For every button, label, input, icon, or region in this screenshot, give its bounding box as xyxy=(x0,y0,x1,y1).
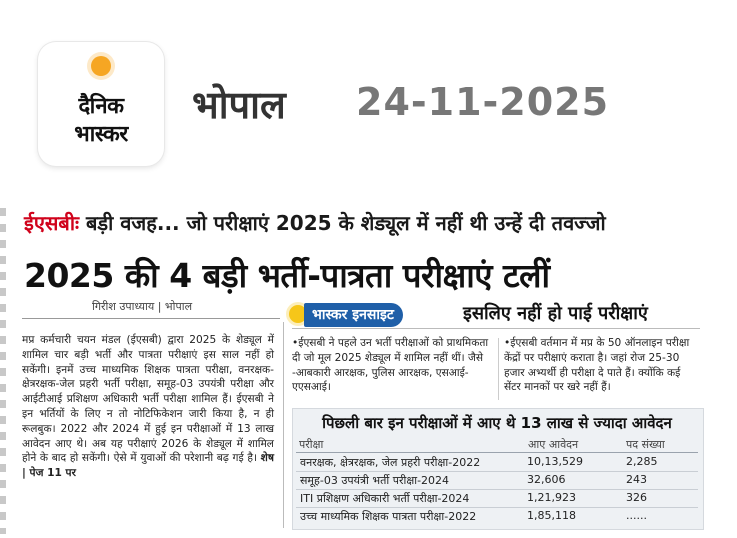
article-byline: गिरीश उपाध्याय | भोपाल xyxy=(92,300,193,313)
insight-column-divider xyxy=(498,338,499,400)
article-body xyxy=(22,333,274,481)
adjacent-column-edge xyxy=(0,208,6,534)
table-header-exam: परीक्षा xyxy=(299,438,324,451)
insight-divider xyxy=(292,328,700,329)
article-kicker xyxy=(24,209,606,236)
table-title: पिछली बार इन परीक्षाओं में आए थे 13 लाख से ज्यादा आवेदन xyxy=(322,414,672,432)
table-header-applications: आए आवेदन xyxy=(528,438,579,451)
insight-point: •ईएसबी वर्तमान में मप्र के 50 ऑनलाइन परीक्षा केंद्रों पर परीक्षाएं कराता है। जहां रोज 25-30 हजार अभ्यर्थी ही परीक्षा दे पाते हैं। क्योंकि कई सेंटर मानकों पर खरे नहीं हैं। xyxy=(504,337,690,394)
table-header-divider xyxy=(296,452,698,453)
article-headline: 2025 की 4 बड़ी भर्ती-पात्रता परीक्षाएं टलीं xyxy=(24,256,550,295)
cell-posts: 2,285 xyxy=(626,455,658,468)
sun-icon xyxy=(91,56,111,76)
cell-posts: ...... xyxy=(626,509,647,522)
article-body-text: मप्र कर्मचारी चयन मंडल (ईएसबी) द्वारा 2025 के शेड्यूल में शामिल चार बड़ी भर्ती और पात्रता परीक्षाएं इस साल नहीं हो सकेंगी। इनमें उच्च माध्यमिक शिक्षक पात्रता परीक्षा, वनरक्षक-क्षेत्ररक्षक-जेल प्रहरी भर्ती परीक्षा, समूह-03 उपयंत्री परीक्षा और आईटीआई प्रशिक्षण अधिकारी भर्ती परीक्षा शामिल हैं। ईएसबी ने इन भर्तियों के लिए न तो नोटिफिकेशन जारी किया है, न ही रूलबुक। 2022 और 2024 में हुई इन परीक्षाओं में 13 लाख आवेदन आए थे। अब यह परीक्षाएं 2026 के शेड्यूल में शामिल होने के बाद हो सकेंगी। ऐसे में युवाओं की परेशानी बढ़ गई है। xyxy=(22,334,274,465)
cell-applications: 32,606 xyxy=(527,473,566,486)
edition-city: भोपाल xyxy=(192,83,286,127)
cell-exam: वनरक्षक, क्षेत्ररक्षक, जेल प्रहरी परीक्षा-2022 xyxy=(300,456,481,469)
continued-on-page: शेष | पेज 11 पर xyxy=(22,452,274,480)
kicker-text: बड़ी वजह... जो परीक्षाएं 2025 के शेड्यूल में नहीं थी उन्हें दी तवज्जो xyxy=(86,211,606,235)
column-divider xyxy=(283,322,284,528)
table-row xyxy=(296,472,698,489)
cell-applications: 1,85,118 xyxy=(527,509,576,522)
cell-posts: 243 xyxy=(626,473,647,486)
table-row xyxy=(296,454,698,471)
table-header-posts: पद संख्या xyxy=(626,438,665,451)
insight-title: इसलिए नहीं हो पाई परीक्षाएं xyxy=(463,303,648,324)
insight-point: •ईएसबी ने पहले उन भर्ती परीक्षाओं को प्राथमिकता दी जो मूल 2025 शेड्यूल में शामिल नहीं थीं। जैसे -आबकारी आरक्षक, पुलिस आरक्षक, एसआई-एएसआई। xyxy=(292,337,489,394)
cell-exam: ITI प्रशिक्षण अधिकारी भर्ती परीक्षा-2024 xyxy=(300,492,470,505)
table-row xyxy=(296,490,698,507)
cell-posts: 326 xyxy=(626,491,647,504)
cell-applications: 10,13,529 xyxy=(527,455,583,468)
logo-brand-line1: दैनिक xyxy=(78,94,124,119)
kicker-label: ईएसबीः xyxy=(24,211,80,235)
cell-exam: उच्च माध्यमिक शिक्षक पात्रता परीक्षा-2022 xyxy=(300,510,477,523)
edition-date: 24-11-2025 xyxy=(356,80,610,124)
table-row xyxy=(296,508,698,525)
byline-divider xyxy=(22,318,280,319)
logo-brand-line2: भास्कर xyxy=(74,122,128,147)
cell-exam: समूह-03 उपयंत्री भर्ती परीक्षा-2024 xyxy=(300,474,450,487)
cell-applications: 1,21,923 xyxy=(527,491,576,504)
insight-badge: भास्कर इनसाइट xyxy=(304,303,403,327)
